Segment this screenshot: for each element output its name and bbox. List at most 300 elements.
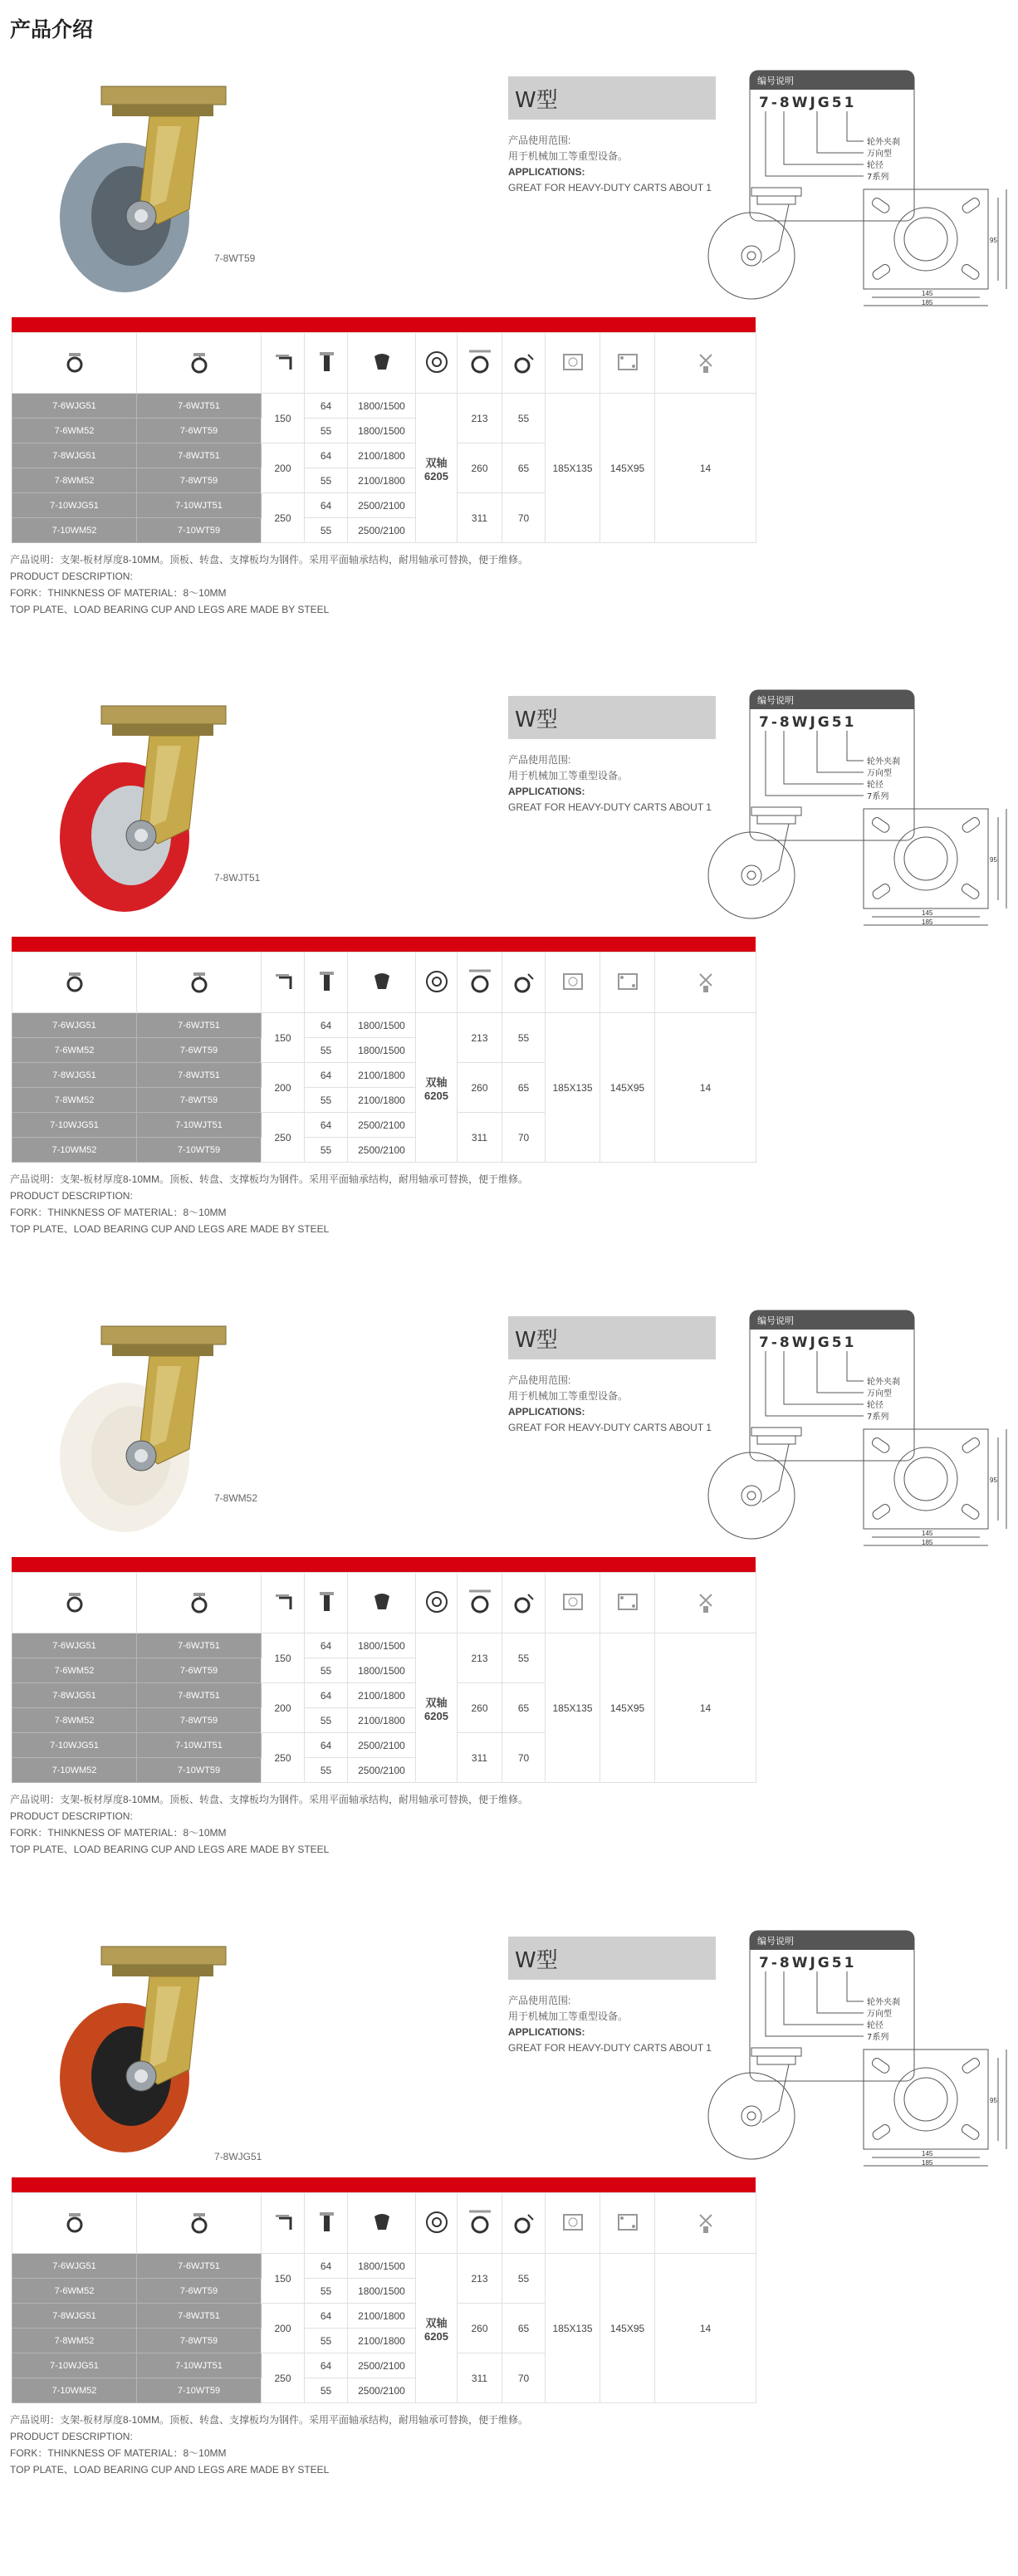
table-cell: 7-8WT59 [137,1708,262,1733]
load-capacity-icon [368,1588,396,1616]
caster-swivel-icon [185,967,213,996]
table-cell: 14 [655,2254,756,2403]
header-cell [502,333,546,394]
code-label: 万向型 [867,769,892,778]
bearing-icon [423,2208,451,2236]
spec-table [12,332,756,543]
header-cell [262,1573,305,1633]
usage-text: 用于机械加工等重型设备。 [508,1390,629,1402]
bolt-size-icon [692,348,720,376]
header-cell [655,333,756,394]
table-cell: 250 [262,1733,305,1783]
table-cell: 7-8WT59 [137,2329,262,2353]
table-cell: 7-8WM52 [12,1708,137,1733]
header-cell [600,333,655,394]
table-cell: 260 [458,1683,502,1733]
table-cell: 213 [458,2254,502,2304]
table-cell: 260 [458,1063,502,1113]
table-cell: 64 [305,443,348,468]
table-cell: 250 [262,1113,305,1163]
type-title: W型 [508,1316,716,1359]
table-cell: 55 [305,1708,348,1733]
table-cell: 1800/1500 [348,394,416,419]
table-cell: 55 [305,2378,348,2403]
table-cell: 7-6WM52 [12,1038,137,1063]
table-cell: 7-6WJG51 [12,2254,137,2279]
table-cell: 7-6WJT51 [137,2254,262,2279]
description-line: TOP PLATE、LOAD BEARING CUP AND LEGS ARE MADE BY STEEL [10,2464,330,2476]
table-cell: 55 [502,1633,546,1683]
applications-text [508,133,712,196]
table-cell: 213 [458,394,502,443]
table-cell: 55 [305,2329,348,2353]
code-value: 7-8WJG51 [759,1955,857,1971]
table-cell: 145X95 [600,1013,655,1163]
technical-drawing [706,1424,1013,1549]
bearing-text: 双轴 6205 [424,456,448,482]
table-cell: 64 [305,1063,348,1088]
bolt-hole-icon [614,348,642,376]
wheel-diameter-icon [269,1588,297,1616]
table-cell: 55 [305,468,348,493]
code-label: 7系列 [867,1413,889,1422]
header-cell [546,1573,600,1633]
code-label: 轮外夹刹 [867,1378,900,1387]
table-cell: 7-6WM52 [12,2279,137,2304]
description-line: TOP PLATE、LOAD BEARING CUP AND LEGS ARE MADE BY STEEL [10,1223,330,1235]
table-cell: 65 [502,1683,546,1733]
wheel-width-icon [312,348,340,376]
table-cell: 7-8WM52 [12,468,137,493]
table-cell: 311 [458,1113,502,1163]
table-cell: 200 [262,1683,305,1733]
caster-photo [33,76,266,309]
table-cell: 185X135 [546,2254,600,2403]
table-cell: 7-8WM52 [12,2329,137,2353]
code-label: 轮径 [867,1401,883,1410]
header-cell [137,333,262,394]
table-cell: 55 [502,2254,546,2304]
dim-label: 185 [922,299,933,306]
description-line: PRODUCT DESCRIPTION: [10,2431,133,2442]
table-cell: 2100/1800 [348,1088,416,1113]
table-cell: 2100/1800 [348,1708,416,1733]
header-cell [137,2193,262,2254]
applications-value: GREAT FOR HEAVY-DUTY CARTS ABOUT 1 [508,182,712,193]
table-row [12,394,756,419]
applications-label: APPLICATIONS: [508,2026,585,2038]
bearing-icon [423,1588,451,1616]
header-cell [655,2193,756,2254]
table-cell [416,1013,458,1163]
table-cell: 7-6WJT51 [137,394,262,419]
table-cell: 185X135 [546,394,600,543]
header-cell [600,1573,655,1633]
table-cell: 7-8WJG51 [12,1683,137,1708]
table-cell: 150 [262,2254,305,2304]
table-cell: 2100/1800 [348,443,416,468]
code-label: 轮径 [867,161,883,170]
table-cell: 7-10WT59 [137,2378,262,2403]
table-cell: 213 [458,1633,502,1683]
applications-text [508,1373,712,1436]
code-label: 轮外夹刹 [867,757,900,766]
table-cell: 2100/1800 [348,1063,416,1088]
product-caption: 7-8WJG51 [214,2151,262,2162]
header-cell [12,333,137,394]
product-block [0,76,1018,716]
header-cell [416,2193,458,2254]
table-cell: 64 [305,2353,348,2378]
table-cell: 150 [262,1633,305,1683]
dim-label: 95 [990,856,997,864]
table-cell: 213 [458,1013,502,1063]
caster-rigid-icon [61,1588,89,1616]
table-cell: 55 [305,1088,348,1113]
table-cell: 7-10WJG51 [12,493,137,518]
table-cell: 311 [458,2353,502,2403]
table-cell: 64 [305,2254,348,2279]
header-cell [12,953,137,1013]
table-cell: 311 [458,1733,502,1783]
table-cell: 1800/1500 [348,419,416,443]
caster-rigid-icon [61,2208,89,2236]
header-cell [546,953,600,1013]
bolt-hole-icon [614,2208,642,2236]
table-cell: 70 [502,1113,546,1163]
description-line: TOP PLATE、LOAD BEARING CUP AND LEGS ARE MADE BY STEEL [10,1844,330,1855]
header-cell [458,2193,502,2254]
table-cell: 7-8WM52 [12,1088,137,1113]
table-cell: 7-6WJG51 [12,1013,137,1038]
product-description [10,551,528,618]
load-capacity-icon [368,967,396,996]
code-header: 编号说明 [757,1936,794,1947]
caster-swivel-icon [185,348,213,376]
code-value: 7-8WJG51 [759,714,857,731]
description-line: FORK：THINKNESS OF MATERIAL：8～10MM [10,1827,227,1839]
table-cell: 2500/2100 [348,1733,416,1758]
wheel-diameter-icon [269,348,297,376]
technical-drawing [706,184,1013,309]
table-cell: 185X135 [546,1013,600,1163]
type-title: W型 [508,696,716,739]
code-label: 7系列 [867,2033,889,2042]
header-cell [348,333,416,394]
header-cell [305,953,348,1013]
table-row [12,2254,756,2279]
load-capacity-icon [368,348,396,376]
table-cell [416,394,458,543]
table-cell: 150 [262,1013,305,1063]
table-cell: 2100/1800 [348,468,416,493]
table-cell [416,1633,458,1783]
table-cell: 200 [262,1063,305,1113]
table-cell: 14 [655,1633,756,1783]
product-caption: 7-8WM52 [214,1492,258,1504]
table-cell: 7-10WT59 [137,518,262,543]
product-block [0,696,1018,1335]
applications-text [508,752,712,815]
header-cell [12,2193,137,2254]
applications-value: GREAT FOR HEAVY-DUTY CARTS ABOUT 1 [508,2042,712,2054]
caster-swivel-icon [185,1588,213,1616]
dim-label: 185 [922,2159,933,2167]
applications-value: GREAT FOR HEAVY-DUTY CARTS ABOUT 1 [508,801,712,813]
table-cell: 55 [502,394,546,443]
overall-height-icon [466,967,494,996]
table-cell: 2500/2100 [348,1138,416,1163]
table-cell: 7-10WJG51 [12,1733,137,1758]
product-description [10,2412,528,2478]
table-cell: 2500/2100 [348,1758,416,1783]
dim-label: 95 [990,2097,997,2104]
header-cell [137,1573,262,1633]
type-title: W型 [508,76,716,120]
offset-icon [510,348,538,376]
header-cell [458,953,502,1013]
description-line: TOP PLATE、LOAD BEARING CUP AND LEGS ARE MADE BY STEEL [10,604,330,615]
table-row [12,1013,756,1038]
table-cell: 55 [305,1758,348,1783]
header-cell [546,2193,600,2254]
bolt-size-icon [692,2208,720,2236]
product-block [0,1316,1018,1956]
header-cell [416,333,458,394]
header-cell [600,2193,655,2254]
code-label: 轮外夹刹 [867,138,900,147]
wheel-diameter-icon [269,2208,297,2236]
header-cell [655,1573,756,1633]
description-line: FORK：THINKNESS OF MATERIAL：8～10MM [10,587,227,599]
table-cell: 1800/1500 [348,2254,416,2279]
table-cell: 2500/2100 [348,1113,416,1138]
dim-label: 185 [922,1539,933,1546]
table-cell: 7-8WT59 [137,1088,262,1113]
code-value: 7-8WJG51 [759,95,857,111]
header-cell [348,1573,416,1633]
table-cell: 7-10WJT51 [137,493,262,518]
table-cell: 7-6WM52 [12,1658,137,1683]
caster-photo [33,1316,266,1549]
dim-label: 145 [922,1530,933,1537]
bolt-hole-icon [614,967,642,996]
description-cn: 产品说明：支架-板材厚度8-10MM。顶板、转盘、支撑板均为钢件。采用平面轴承结构，耐用轴承可替换，便于维修。 [10,1794,529,1805]
technical-drawing [706,2045,1013,2169]
bolt-size-icon [692,967,720,996]
header-cell [600,953,655,1013]
table-cell: 1800/1500 [348,1038,416,1063]
code-header: 编号说明 [757,1315,794,1326]
table-cell: 7-6WT59 [137,1658,262,1683]
table-cell: 311 [458,493,502,543]
caster-rigid-icon [61,967,89,996]
table-cell: 1800/1500 [348,1658,416,1683]
table-cell: 7-8WJG51 [12,2304,137,2329]
product-caption: 7-8WJT51 [214,872,261,884]
code-label: 轮外夹刹 [867,1998,900,2007]
description-cn: 产品说明：支架-板材厚度8-10MM。顶板、转盘、支撑板均为钢件。采用平面轴承结构，耐用轴承可替换，便于维修。 [10,554,529,566]
header-cell [305,1573,348,1633]
description-line: PRODUCT DESCRIPTION: [10,1190,133,1202]
header-cell [305,2193,348,2254]
header-cell [655,953,756,1013]
product-caption: 7-8WT59 [214,252,256,264]
code-label: 万向型 [867,149,892,159]
top-plate-icon [559,348,587,376]
code-header: 编号说明 [757,76,794,86]
table-cell: 64 [305,1633,348,1658]
description-cn: 产品说明：支架-板材厚度8-10MM。顶板、转盘、支撑板均为钢件。采用平面轴承结构，耐用轴承可替换，便于维修。 [10,2414,529,2426]
table-cell: 7-8WJT51 [137,1063,262,1088]
header-cell [502,1573,546,1633]
table-cell: 64 [305,1113,348,1138]
usage-text: 用于机械加工等重型设备。 [508,150,629,162]
description-line: FORK：THINKNESS OF MATERIAL：8～10MM [10,1207,227,1218]
table-cell: 260 [458,443,502,493]
table-cell: 65 [502,2304,546,2353]
product-block [0,1937,1018,2576]
table-cell: 1800/1500 [348,2279,416,2304]
table-row [12,1633,756,1658]
table-cell: 7-6WJG51 [12,1633,137,1658]
wheel-width-icon [312,1588,340,1616]
table-cell: 1800/1500 [348,1013,416,1038]
usage-label: 产品使用范围: [508,1374,571,1386]
table-cell: 2500/2100 [348,493,416,518]
dim-label: 145 [922,290,933,297]
table-cell: 2500/2100 [348,2378,416,2403]
table-cell: 7-10WT59 [137,1138,262,1163]
usage-label: 产品使用范围: [508,135,571,146]
table-cell: 7-8WJG51 [12,443,137,468]
table-cell: 250 [262,2353,305,2403]
table-cell: 7-6WJG51 [12,394,137,419]
overall-height-icon [466,348,494,376]
table-cell: 65 [502,443,546,493]
header-cell [458,333,502,394]
header-cell [348,953,416,1013]
table-cell: 150 [262,394,305,443]
dim-label: 95 [990,237,997,244]
overall-height-icon [466,1588,494,1616]
table-cell: 55 [305,518,348,543]
offset-icon [510,967,538,996]
table-cell: 145X95 [600,394,655,543]
usage-label: 产品使用范围: [508,1995,571,2006]
dim-label: 145 [922,909,933,917]
table-cell: 7-6WJT51 [137,1633,262,1658]
applications-value: GREAT FOR HEAVY-DUTY CARTS ABOUT 1 [508,1422,712,1433]
table-cell: 7-10WM52 [12,1138,137,1163]
offset-icon [510,2208,538,2236]
table-cell: 64 [305,2304,348,2329]
offset-icon [510,1588,538,1616]
usage-text: 用于机械加工等重型设备。 [508,770,629,781]
table-cell: 14 [655,394,756,543]
description-cn: 产品说明：支架-板材厚度8-10MM。顶板、转盘、支撑板均为钢件。采用平面轴承结构，耐用轴承可替换，便于维修。 [10,1173,529,1185]
table-cell: 145X95 [600,2254,655,2403]
type-title: W型 [508,1937,716,1980]
table-cell: 2100/1800 [348,2304,416,2329]
applications-label: APPLICATIONS: [508,1406,585,1418]
table-cell: 55 [305,419,348,443]
wheel-width-icon [312,2208,340,2236]
code-label: 轮径 [867,2021,883,2030]
description-line: FORK：THINKNESS OF MATERIAL：8～10MM [10,2447,227,2459]
code-value: 7-8WJG51 [759,1335,857,1351]
table-cell: 7-6WJT51 [137,1013,262,1038]
table-cell: 7-6WM52 [12,419,137,443]
table-cell: 185X135 [546,1633,600,1783]
table-red-bar [12,317,756,332]
overall-height-icon [466,2208,494,2236]
bolt-hole-icon [614,1588,642,1616]
applications-text [508,1993,712,2056]
applications-label: APPLICATIONS: [508,786,585,797]
table-cell: 7-10WJT51 [137,2353,262,2378]
table-red-bar [12,2177,756,2192]
header-cell [416,1573,458,1633]
caster-photo [33,1937,266,2169]
table-cell [416,2254,458,2403]
top-plate-icon [559,2208,587,2236]
table-cell: 7-10WJT51 [137,1113,262,1138]
table-cell: 7-6WT59 [137,1038,262,1063]
table-cell: 1800/1500 [348,1633,416,1658]
table-red-bar [12,1557,756,1572]
header-cell [546,333,600,394]
header-cell [262,333,305,394]
description-line: PRODUCT DESCRIPTION: [10,571,133,582]
usage-label: 产品使用范围: [508,754,571,766]
code-label: 万向型 [867,1389,892,1398]
table-cell: 7-10WM52 [12,2378,137,2403]
code-header: 编号说明 [757,695,794,706]
description-line: PRODUCT DESCRIPTION: [10,1810,133,1822]
table-cell: 200 [262,2304,305,2353]
table-cell: 7-10WJT51 [137,1733,262,1758]
table-cell: 64 [305,1683,348,1708]
table-cell: 7-8WJG51 [12,1063,137,1088]
table-cell: 70 [502,2353,546,2403]
code-label: 7系列 [867,173,889,182]
load-capacity-icon [368,2208,396,2236]
bolt-size-icon [692,1588,720,1616]
table-cell: 7-10WJG51 [12,1113,137,1138]
bearing-icon [423,967,451,996]
table-cell: 65 [502,1063,546,1113]
table-cell: 145X95 [600,1633,655,1783]
header-cell [262,2193,305,2254]
table-red-bar [12,937,756,952]
table-cell: 2100/1800 [348,2329,416,2353]
top-plate-icon [559,967,587,996]
header-cell [305,333,348,394]
table-cell: 70 [502,493,546,543]
header-cell [502,953,546,1013]
table-cell: 7-8WT59 [137,468,262,493]
wheel-diameter-icon [269,967,297,996]
table-cell: 7-10WM52 [12,518,137,543]
spec-table [12,1572,756,1783]
code-label: 7系列 [867,792,889,801]
table-cell: 260 [458,2304,502,2353]
table-cell: 2500/2100 [348,2353,416,2378]
dim-label: 145 [922,2150,933,2157]
dim-label: 185 [922,918,933,926]
table-cell: 64 [305,1013,348,1038]
